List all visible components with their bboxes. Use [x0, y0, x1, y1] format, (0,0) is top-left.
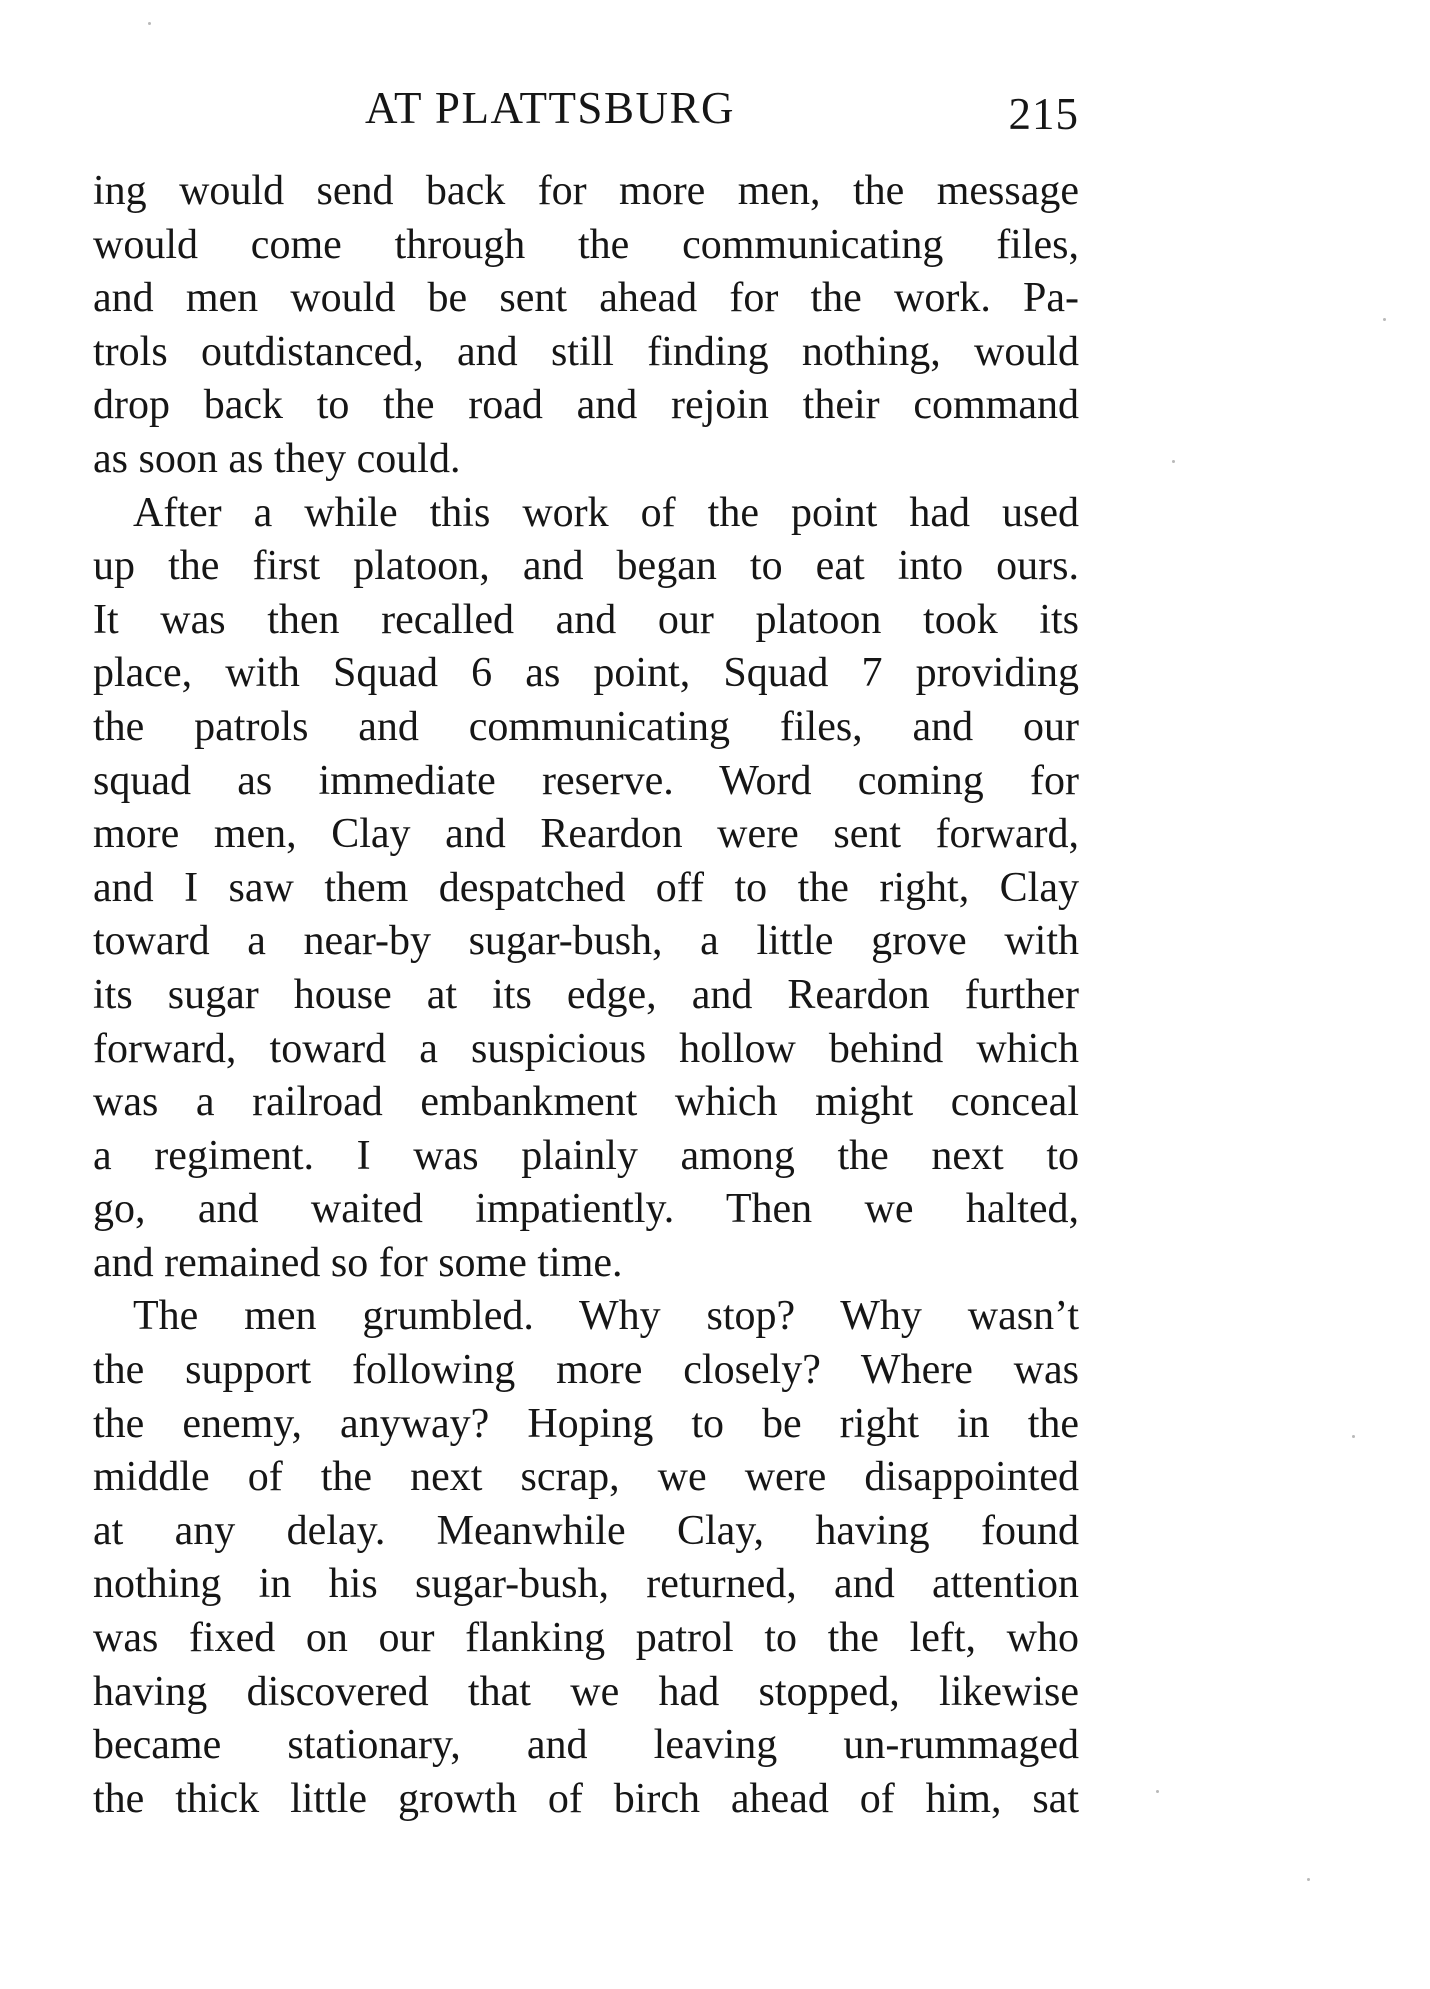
scan-speck [148, 22, 151, 25]
running-head [93, 80, 1079, 139]
scan-speck [1307, 1878, 1310, 1881]
text-line: the enemy, anyway? Hoping to be right in the [93, 1400, 1079, 1447]
scan-speck [1383, 318, 1386, 321]
text-line: middle of the next scrap, we were disappointed [93, 1454, 1079, 1501]
text-line: trols outdistanced, and still finding nothing, would [93, 328, 1079, 375]
page-number: 215 [1008, 89, 1079, 139]
text-line: was a railroad embankment which might conceal [93, 1079, 1079, 1126]
text-line: toward a near-by sugar-bush, a little grove with [93, 918, 1079, 965]
text-line: a regiment. I was plainly among the next to [93, 1132, 1079, 1179]
paragraph-2 [93, 487, 1079, 1291]
text-line: forward, toward a suspicious hollow behind which [93, 1025, 1079, 1072]
text-line: having discovered that we had stopped, likewise [93, 1668, 1079, 1715]
text-line: up the first platoon, and began to eat into ours. [93, 543, 1079, 590]
text-line: It was then recalled and our platoon took its [93, 596, 1079, 643]
text-line: and I saw them despatched off to the right, Clay [93, 864, 1079, 911]
scan-speck [1156, 1790, 1159, 1793]
scan-speck [1352, 1435, 1355, 1438]
text-line: After a while this work of the point had used [133, 489, 1079, 536]
text-line: place, with Squad 6 as point, Squad 7 providing [93, 650, 1079, 697]
text-line: was fixed on our flanking patrol to the left, who [93, 1615, 1079, 1662]
text-line: ing would send back for more men, the message [93, 168, 1079, 214]
scan-speck [1172, 460, 1175, 463]
paragraph-1 [93, 165, 1079, 487]
text-line: the patrols and communicating files, and our [93, 703, 1079, 750]
text-line: and men would be sent ahead for the work. Pa- [93, 275, 1079, 322]
text-line: go, and waited impatiently. Then we halted, [93, 1186, 1079, 1233]
text-line: The men grumbled. Why stop? Why wasn’t [133, 1293, 1079, 1340]
text-line: nothing in his sugar-bush, returned, and attention [93, 1561, 1079, 1608]
text-line: the support following more closely? Where was [93, 1347, 1079, 1394]
running-title: AT PLATTSBURG [365, 83, 735, 133]
text-line: and remained so for some time. [93, 1239, 623, 1286]
text-line: more men, Clay and Reardon were sent forward, [93, 811, 1079, 858]
text-line: squad as immediate reserve. Word coming for [93, 757, 1079, 804]
paragraph-3 [93, 1290, 1079, 1826]
text-line: as soon as they could. [93, 435, 461, 482]
text-line: drop back to the road and rejoin their command [93, 382, 1079, 429]
text-line: its sugar house at its edge, and Reardon further [93, 971, 1079, 1018]
text-line: at any delay. Meanwhile Clay, having found [93, 1507, 1079, 1554]
text-line: would come through the communicating files, [93, 221, 1079, 268]
text-line: the thick little growth of birch ahead of him, sat [93, 1775, 1079, 1822]
body-text [93, 165, 1079, 1826]
text-line: became stationary, and leaving un-rummaged [93, 1722, 1079, 1769]
